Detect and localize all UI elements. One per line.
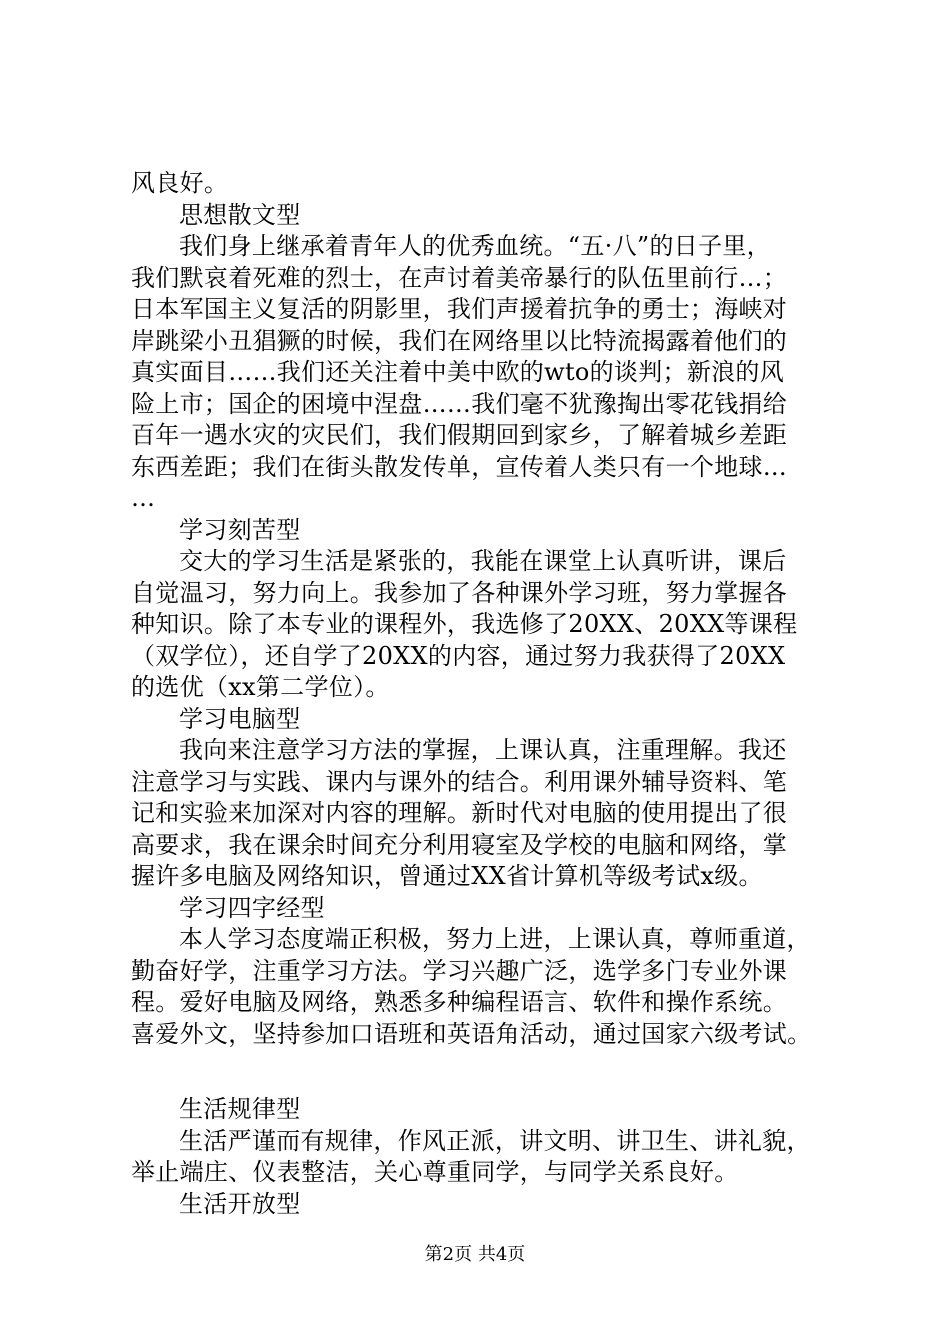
paragraph-line: 注意学习与实践、课内与课外的结合。利用课外辅导资料、笔 [131,767,788,796]
paragraph-line: 高要求，我在课余时间充分利用寝室及学校的电脑和网络，掌 [131,830,788,859]
section-heading: 学习四字经型 [179,893,325,922]
paragraph-line: 交大的学习生活是紧张的，我能在课堂上认真听讲，课后 [179,547,787,575]
section-heading: 学习刻苦型 [179,515,301,544]
paragraph-line: 百年一遇水灾的灾民们，我们假期回到家乡，了解着城乡差距 [131,421,788,449]
section-heading: 生活开放型 [179,1189,301,1218]
paragraph-line: 岸跳梁小丑猖獗的时候，我们在网络里以比特流揭露着他们的 [131,326,788,355]
paragraph-line: 我向来注意学习方法的掌握，上课认真，注重理解。我还 [179,736,787,764]
paragraph-line: 险上市；国企的困境中涅盘……我们毫不犹豫掏出零花钱捐给 [131,389,788,418]
paragraph-line: 勤奋好学，注重学习方法。学习兴趣广泛，选学多门专业外课 [131,956,788,985]
section-heading: 学习电脑型 [179,704,301,733]
section-heading: 思想散文型 [179,200,301,229]
paragraph-line: 真实面目……我们还关注着中美中欧的wto的谈判；新浪的风 [131,358,785,386]
paragraph-line: 种知识。除了本专业的课程外，我选修了20XX、20XX等课程 [131,610,798,638]
paragraph-line: 日本军国主义复活的阴影里，我们声援着抗争的勇士；海峡对 [131,295,788,323]
paragraph-line: 的选优（xx第二学位）。 [131,673,390,701]
paragraph-line: 我们身上继承着青年人的优秀血统。“五·八”的日子里， [179,232,771,260]
paragraph-gap [131,1050,851,1094]
paragraph-line: 生活严谨而有规律，作风正派，讲文明、讲卫生、讲礼貌， [179,1126,811,1155]
paragraph-line: （双学位），还自学了20XX的内容，通过努力我获得了20XX [131,641,786,670]
paragraph-line: 自觉温习，努力向上。我参加了各种课外学习班，努力掌握各 [131,578,788,607]
document-body [131,168,851,1220]
paragraph-line: … [131,484,156,512]
paragraph-line: 喜爱外文，坚持参加口语班和英语角活动，通过国家六级考试。 [131,1019,812,1048]
paragraph-line: 风良好。 [131,169,229,197]
paragraph-line: 举止端庄、仪表整洁，关心尊重同学，与同学关系良好。 [131,1158,739,1186]
section-heading: 生活规律型 [179,1095,301,1123]
paragraph-line: 记和实验来加深对内容的理解。新时代对电脑的使用提出了很 [131,799,788,827]
paragraph-line: 东西差距；我们在街头散发传单，宣传着人类只有一个地球… [131,452,788,481]
page-footer: 第2页 共4页 [424,1244,526,1265]
paragraph-line: 我们默哀着死难的烈士，在声讨着美帝暴行的队伍里前行…； [131,263,788,292]
paragraph-line: 程。爱好电脑及网络，熟悉多种编程语言、软件和操作系统。 [131,988,788,1016]
paragraph-line: 握许多电脑及网络知识，曾通过XX省计算机等级考试x级。 [131,862,763,890]
paragraph-line: 本人学习态度端正积极，努力上进，上课认真，尊师重道， [179,925,811,953]
